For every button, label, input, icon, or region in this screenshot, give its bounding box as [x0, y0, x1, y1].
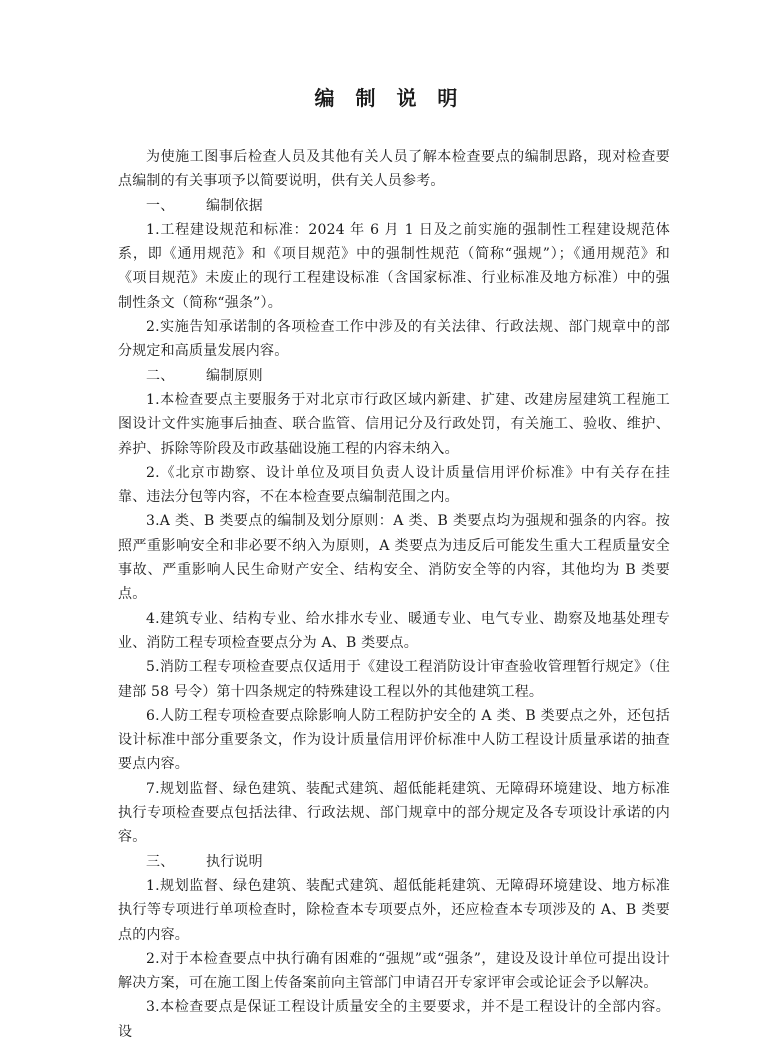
paragraph: 3.本检查要点是保证工程设计质量安全的主要要求，并不是工程设计的全部内容。设: [118, 999, 670, 1040]
section-heading-basis: [118, 194, 670, 218]
paragraph: 2.实施告知承诺制的各项检查工作中涉及的有关法律、行政法规、部门规章中的部分规定和高质量发展内容。: [118, 319, 670, 360]
page-title: 编 制 说 明: [314, 86, 465, 110]
paragraph: 5.消防工程专项检查要点仅适用于《建设工程消防设计审查验收管理暂行规定》（住建部 58 号令）第十四条规定的特殊建设工程以外的其他建筑工程。: [118, 659, 670, 700]
section-number: 二、: [146, 367, 175, 384]
paragraph: 1.本检查要点主要服务于对北京市行政区域内新建、扩建、改建房屋建筑工程施工图设计文件实施事后抽查、联合监管、信用记分及行政处罚，有关施工、验收、维护、养护、拆除等阶段及市政基础设施工程的内容未纳入。: [118, 391, 670, 457]
paragraph: 6.人防工程专项检查要点除影响人防工程防护安全的 A 类、B 类要点之外，还包括设计标准中部分重要条文，作为设计质量信用评价标准中人防工程设计质量承诺的抽查要点内容。: [118, 707, 670, 773]
paragraph: 1.工程建设规范和标准：2024 年 6 月 1 日及之前实施的强制性工程建设规范体系，即《通用规范》和《项目规范》中的强制性规范（简称“强规”）；《通用规范》和《项目规范》未废止的现行工程建设标准（含国家标准、行业标准及地方标准）中的强制性条文（简称“强条”）。: [118, 221, 670, 311]
paragraph: 1.规划监督、绿色建筑、装配式建筑、超低能耗建筑、无障碍环境建设、地方标准执行等专项进行单项检查时，除检查本专项要点外，还应检查本专项涉及的 A、B 类要点的内容。: [118, 877, 670, 943]
paragraph: 2.《北京市勘察、设计单位及项目负责人设计质量信用评价标准》中有关存在挂靠、违法分包等内容，不在本检查要点编制范围之内。: [118, 464, 670, 506]
paragraph: 3.A 类、B 类要点的编制及划分原则：A 类、B 类要点均为强规和强条的内容。按照严重影响安全和非必要不纳入为原则，A 类要点为违反后可能发生重大工程质量安全事故、严重影响人民生命财产安全、结构安全、消防安全等的内容，其他均为 B 类要点。: [118, 513, 670, 603]
intro-paragraph: 为使施工图事后检查人员及其他有关人员了解本检查要点的编制思路，现对检查要点编制的有关事项予以简要说明，供有关人员参考。: [118, 149, 670, 190]
section-heading-principles: [118, 364, 670, 388]
document-body: [118, 145, 670, 1044]
paragraph: 7.规划监督、绿色建筑、装配式建筑、超低能耗建筑、无障碍环境建设、地方标准执行专项检查要点包括法律、行政法规、部门规章中的部分规定及各专项设计承诺的内容。: [118, 780, 670, 846]
section-number: 三、: [146, 853, 175, 870]
section-heading-text: 编制原则: [206, 367, 263, 384]
section-heading-execution: [118, 850, 670, 874]
paragraph: 2.对于本检查要点中执行确有困难的“强规”或“强条”，建设及设计单位可提出设计解决方案，可在施工图上传备案前向主管部门申请召开专家评审会或论证会予以解决。: [118, 950, 670, 992]
section-heading-text: 执行说明: [206, 853, 263, 870]
paragraph: 4.建筑专业、结构专业、给水排水专业、暖通专业、电气专业、勘察及地基处理专业、消防工程专项检查要点分为 A、B 类要点。: [118, 610, 670, 651]
section-heading-text: 编制依据: [206, 197, 263, 214]
section-number: 一、: [146, 197, 175, 214]
